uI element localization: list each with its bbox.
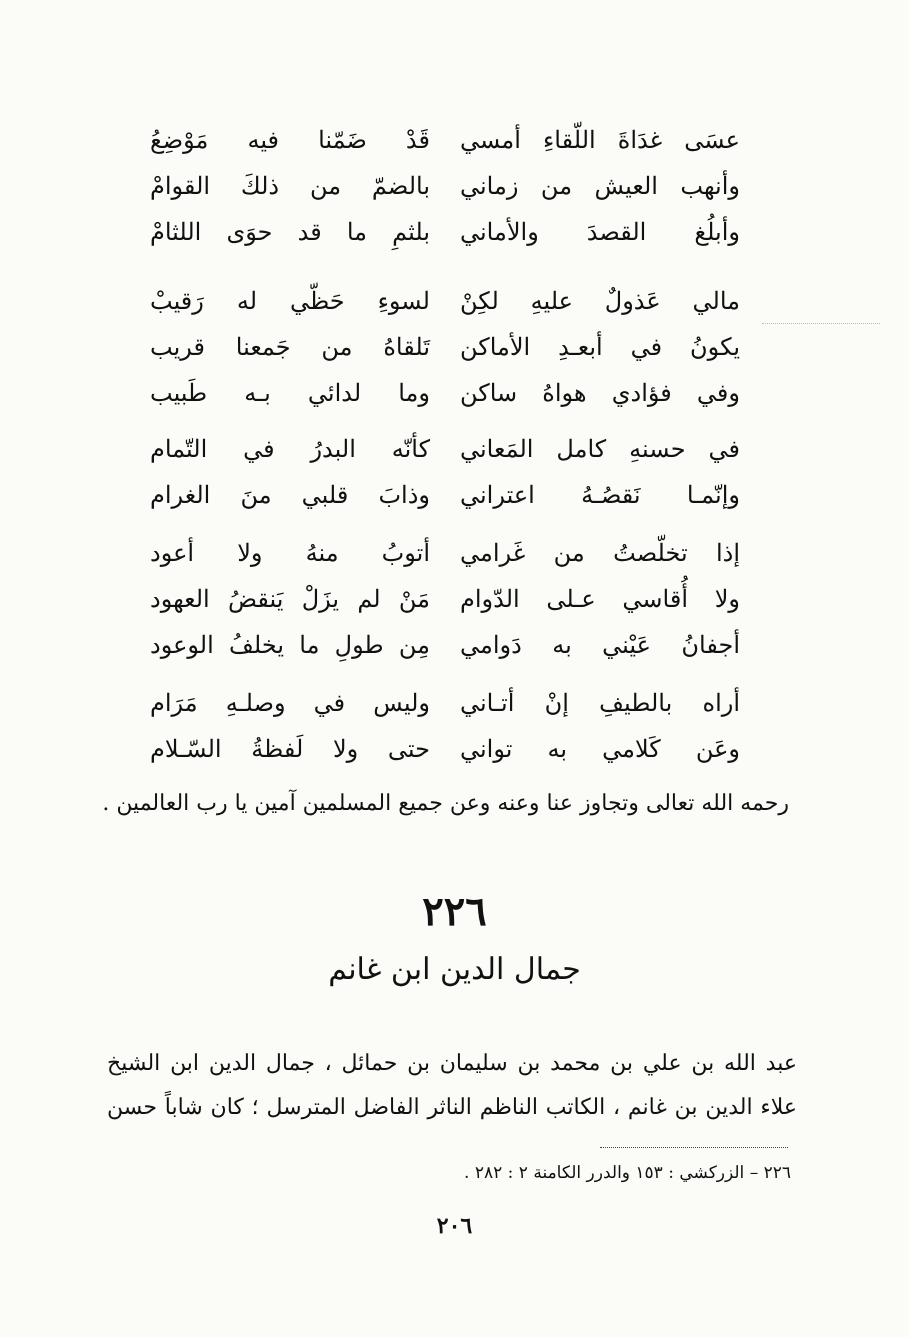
entry-title: جمال الدين ابن غانم	[328, 952, 581, 987]
verse-first-hemistich: إذا تخلّصتُ من غَرامي	[460, 539, 740, 567]
poem-verse	[150, 576, 740, 622]
verse-first-hemistich: وإنّمـا نَقصُـهُ اعتراني	[460, 481, 740, 509]
poem-verse	[150, 370, 740, 416]
verse-second-hemistich: كأنّه البدرُ في التّمام	[150, 435, 430, 463]
verse-first-hemistich: أجفانُ عَيْني به دَوامي	[460, 631, 740, 659]
verse-second-hemistich: وما لدائي بـه طَبيب	[150, 379, 430, 407]
verse-second-hemistich: مَنْ لم يزَلْ يَنقضُ العهود	[150, 585, 430, 613]
margin-dotted-mark	[762, 323, 880, 324]
verse-first-hemistich: في حسنهِ كامل المَعاني	[460, 435, 740, 463]
entry-number: ٢٢٦	[422, 888, 487, 935]
verse-second-hemistich: مِن طولِ ما يخلفُ الوعود	[150, 631, 430, 659]
poem-verse	[150, 622, 740, 668]
poem-verse	[150, 726, 740, 772]
poem-verse	[150, 163, 740, 209]
poem-verse	[150, 680, 740, 726]
verse-second-hemistich: أتوبُ منهُ ولا أعود	[150, 539, 430, 567]
verse-first-hemistich: وعَن كَلامي به تواني	[460, 735, 740, 763]
closing-prayer: رحمه الله تعالى وتجاوز عنا وعنه وعن جميع المسلمين آمين يا رب العالمين .	[102, 791, 789, 816]
footnote: ٢٢٦ – الزركشي : ١٥٣ والدرر الكامنة ٢ : ٢٨٢ .	[464, 1163, 791, 1183]
verse-first-hemistich: وفي فؤادي هواهُ ساكن	[460, 379, 740, 407]
verse-first-hemistich: وأبلُغ القصدَ والأماني	[460, 218, 740, 246]
verse-first-hemistich: أراه بالطيفِ إنْ أتـاني	[460, 689, 740, 717]
verse-first-hemistich: ولا أُقاسي عـلى الدّوام	[460, 585, 740, 613]
footnote-separator	[600, 1147, 788, 1148]
poem-stanza	[150, 117, 740, 255]
poem-verse	[150, 426, 740, 472]
poem-stanza	[150, 278, 740, 416]
verse-second-hemistich: حتى ولا لَفظةُ السّـلام	[150, 735, 430, 763]
verse-first-hemistich: وأنهب العيش من زماني	[460, 172, 740, 200]
poem-verse	[150, 324, 740, 370]
poem-stanza	[150, 680, 740, 772]
paragraph-line: علاء الدين بن غانم ، الكاتب الناظم الناثر الفاضل المترسل ؛ كان شاباً حسن	[107, 1095, 797, 1120]
verse-first-hemistich: عسَى غدَاةَ اللّقاءِ أمسي	[460, 126, 740, 154]
verse-first-hemistich: مالي عَذولٌ عليهِ لكِنْ	[460, 287, 740, 315]
poem-verse	[150, 209, 740, 255]
verse-second-hemistich: قَدْ ضَمّنا فيه مَوْضِعُ	[150, 126, 430, 154]
poem-stanza	[150, 426, 740, 518]
biography-paragraph	[107, 1042, 797, 1130]
poem-stanza	[150, 530, 740, 668]
verse-second-hemistich: وليس في وصلـهِ مَرَام	[150, 689, 430, 717]
verse-second-hemistich: لسوءِ حَظّي له رَقيبْ	[150, 287, 430, 315]
poem-verse	[150, 530, 740, 576]
poem-verse	[150, 278, 740, 324]
poem-verse	[150, 117, 740, 163]
page-number: ٢٠٦	[436, 1213, 473, 1239]
verse-second-hemistich: وذابَ قلبي منَ الغرام	[150, 481, 430, 509]
poem-verse	[150, 472, 740, 518]
verse-first-hemistich: يكونُ في أبعـدِ الأماكن	[460, 333, 740, 361]
verse-second-hemistich: بلثمِ ما قد حوَى اللثامْ	[150, 218, 430, 246]
verse-second-hemistich: تَلقاهُ من جَمعنا قريب	[150, 333, 430, 361]
verse-second-hemistich: بالضمّ من ذلكَ القوامْ	[150, 172, 430, 200]
paragraph-line: عبد الله بن علي بن محمد بن سليمان بن حمائل ، جمال الدين ابن الشيخ	[107, 1051, 797, 1076]
